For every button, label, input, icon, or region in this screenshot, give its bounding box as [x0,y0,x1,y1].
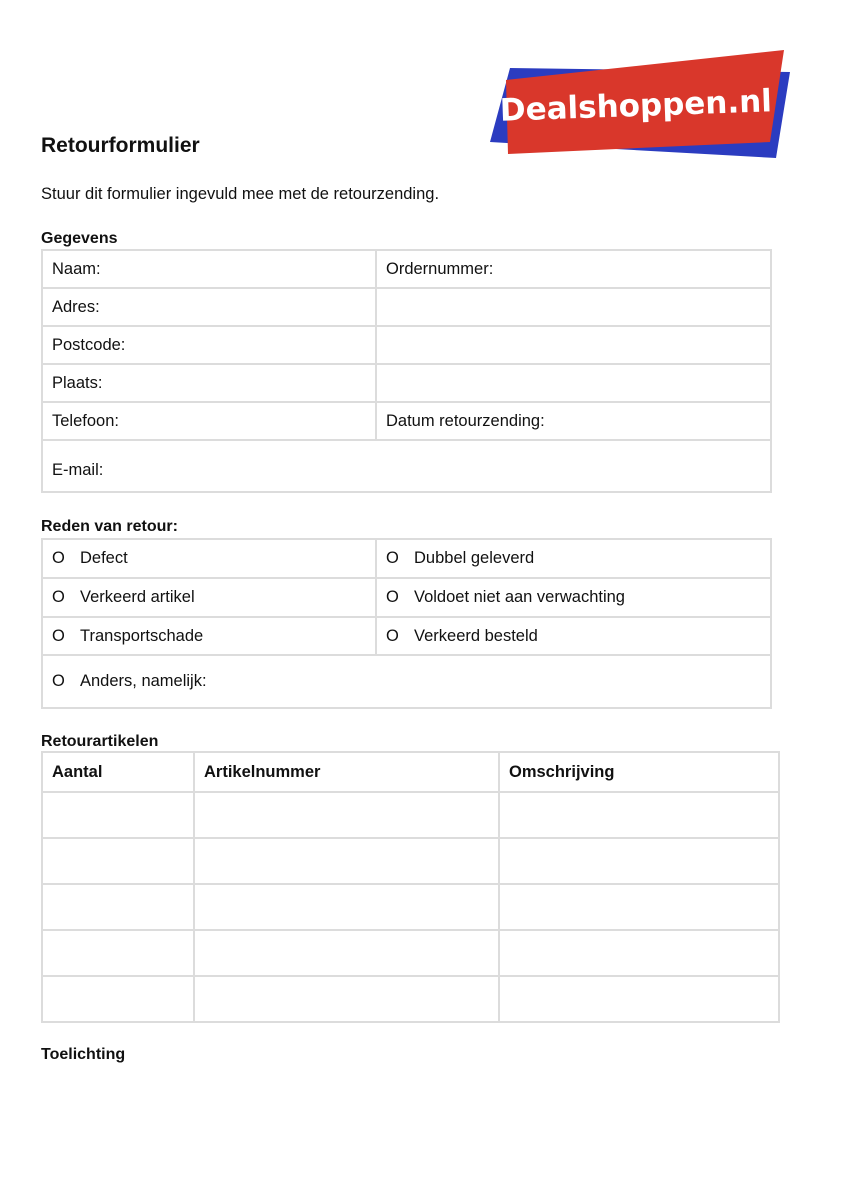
column-header-omschrijving: Omschrijving [499,752,779,792]
table-row [42,838,779,884]
artikelnummer-cell[interactable] [194,976,499,1022]
radio-bullet[interactable]: O [52,672,65,690]
aantal-cell[interactable] [42,976,194,1022]
radio-bullet[interactable]: O [386,588,399,606]
radio-bullet[interactable]: O [52,549,65,567]
logo-text: Dealshoppen.nl [499,83,773,129]
naam-field[interactable]: Naam: [42,250,376,288]
omschrijving-cell[interactable] [499,838,779,884]
dealshoppen-logo [486,50,792,160]
reden-option-dubbel-geleverd[interactable] [376,539,771,578]
ordernummer-field[interactable]: Ordernummer: [376,250,771,288]
reden-option-label: Verkeerd artikel [80,588,195,606]
omschrijving-cell[interactable] [499,884,779,930]
reden-option-defect[interactable] [42,539,376,578]
telefoon-field[interactable]: Telefoon: [42,402,376,440]
radio-bullet[interactable]: O [386,626,399,645]
omschrijving-cell[interactable] [499,792,779,838]
artikelen-table [41,751,780,1023]
reden-option-transportschade[interactable] [42,617,376,655]
reden-table [41,538,772,709]
plaats-field[interactable]: Plaats: [42,364,376,402]
datum-retourzending-field[interactable]: Datum retourzending: [376,402,771,440]
gegevens-table [41,249,772,493]
omschrijving-cell[interactable] [499,976,779,1022]
reden-option-label: Transportschade [80,626,204,645]
plaats-extra-cell[interactable] [376,364,771,402]
radio-bullet[interactable]: O [386,549,399,567]
aantal-cell[interactable] [42,838,194,884]
reden-option-verkeerd-artikel[interactable] [42,578,376,617]
aantal-cell[interactable] [42,884,194,930]
table-row [42,930,779,976]
table-row [42,792,779,838]
radio-bullet[interactable]: O [52,626,65,645]
reden-option-label: Defect [80,549,128,567]
artikelen-heading: Retourartikelen [41,733,159,750]
postcode-extra-cell[interactable] [376,326,771,364]
aantal-cell[interactable] [42,792,194,838]
reden-option-label: Dubbel geleverd [414,549,535,567]
reden-option-label: Verkeerd besteld [414,626,538,645]
artikelnummer-cell[interactable] [194,838,499,884]
adres-extra-cell[interactable] [376,288,771,326]
column-header-aantal: Aantal [42,752,194,792]
intro-text: Stuur dit formulier ingevuld mee met de retourzending. [41,185,440,203]
artikelnummer-cell[interactable] [194,884,499,930]
artikelnummer-cell[interactable] [194,792,499,838]
gegevens-heading: Gegevens [41,230,118,247]
page-title: Retourformulier [41,134,200,157]
table-row [42,976,779,1022]
artikelnummer-cell[interactable] [194,930,499,976]
column-header-artikelnummer: Artikelnummer [194,752,499,792]
aantal-cell[interactable] [42,930,194,976]
reden-option-verkeerd-besteld[interactable] [376,617,771,655]
toelichting-heading: Toelichting [41,1046,126,1063]
reden-option-label: Anders, namelijk: [80,672,207,690]
adres-field[interactable]: Adres: [42,288,376,326]
reden-option-voldoet-niet[interactable] [376,578,771,617]
radio-bullet[interactable]: O [52,588,65,606]
reden-option-label: Voldoet niet aan verwachting [414,588,625,606]
reden-heading: Reden van retour: [41,518,178,535]
reden-option-anders[interactable] [42,655,771,708]
postcode-field[interactable]: Postcode: [42,326,376,364]
email-field[interactable]: E-mail: [42,440,771,492]
table-row [42,884,779,930]
omschrijving-cell[interactable] [499,930,779,976]
